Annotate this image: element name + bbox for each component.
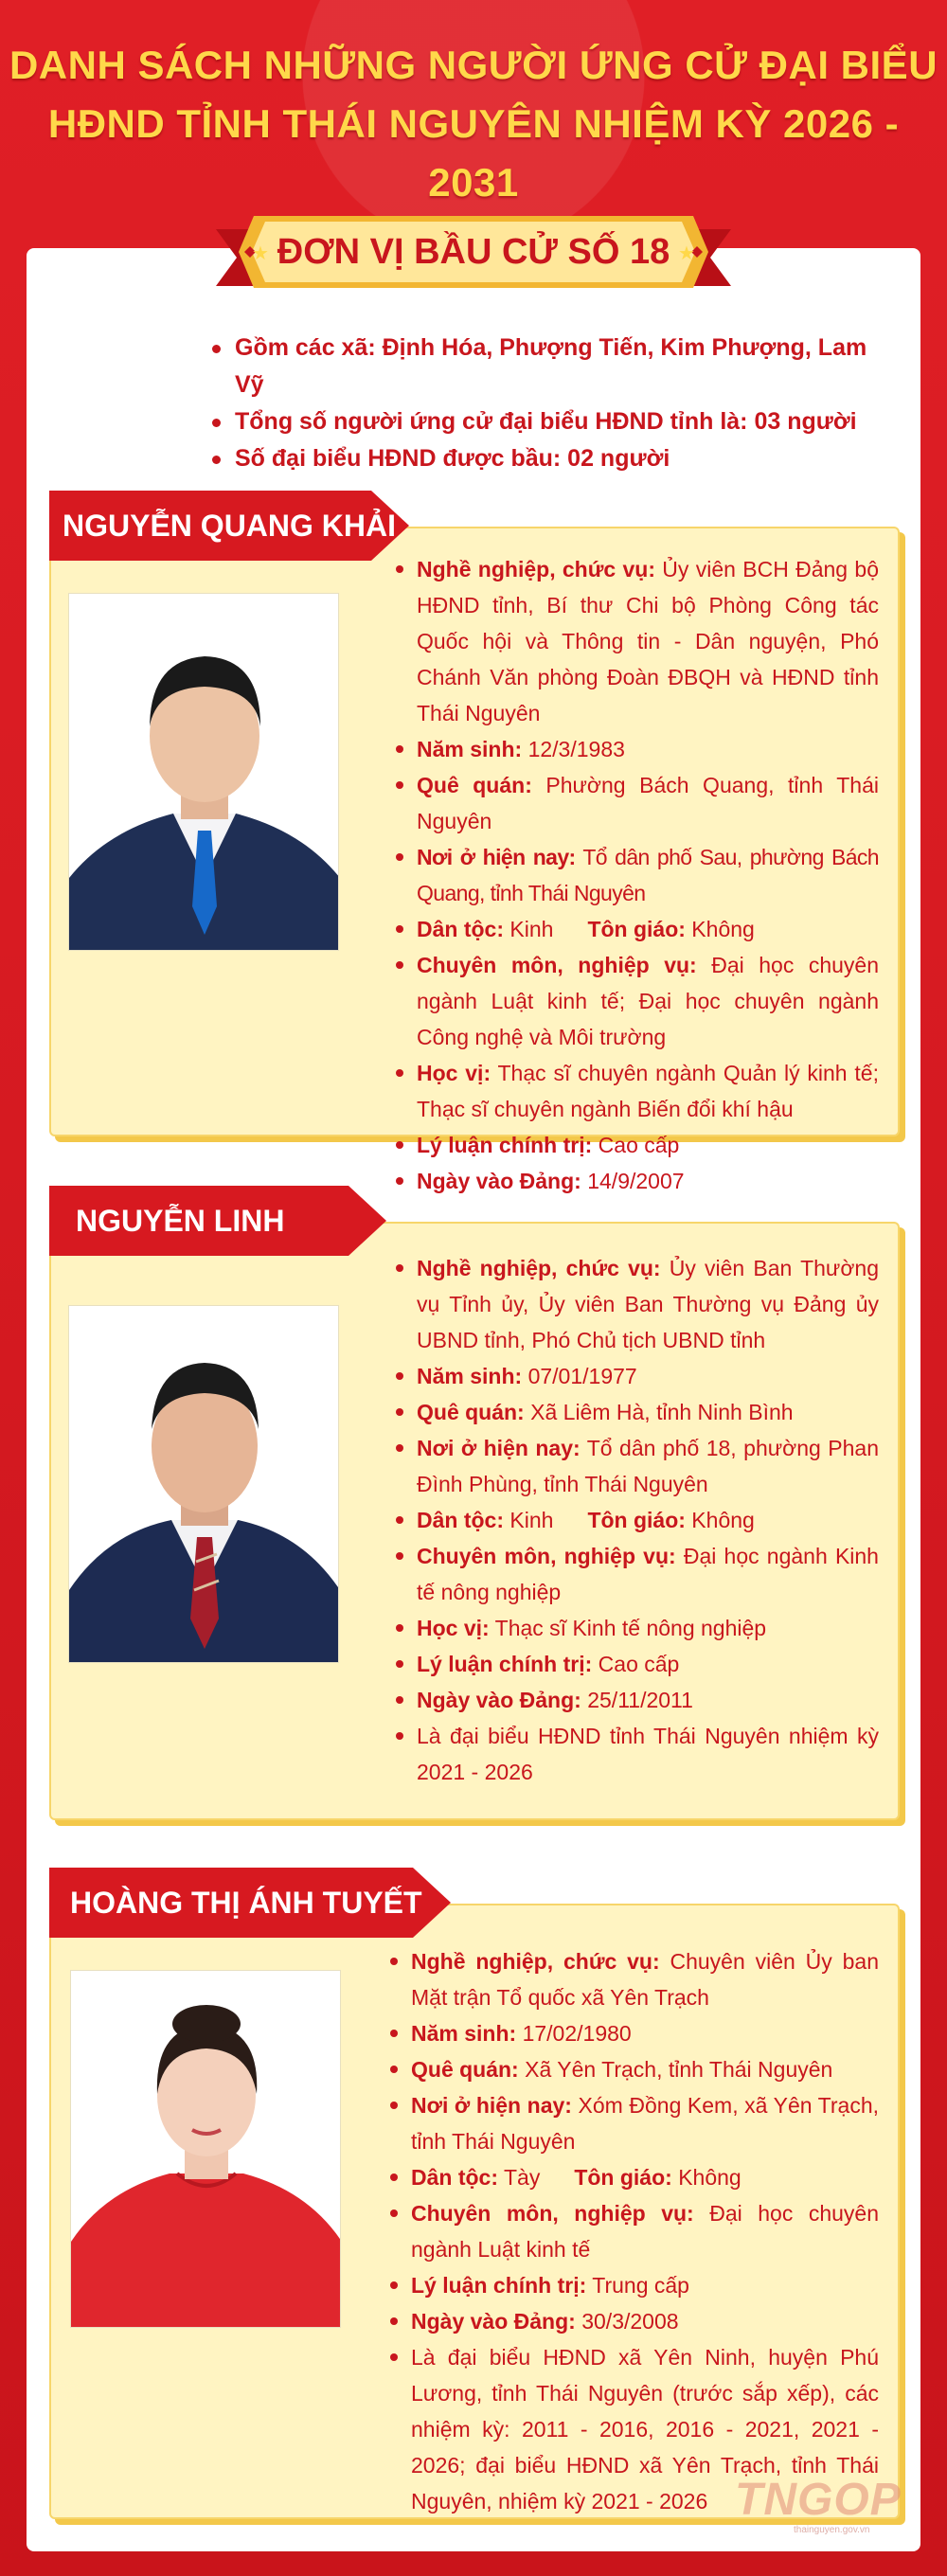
- info-item: [392, 551, 879, 731]
- info-item: [392, 767, 879, 839]
- svg-text:★: ★: [678, 243, 695, 264]
- candidate-name: NGUYỄN QUANG KHẢI: [63, 509, 397, 543]
- info-item: [392, 911, 879, 947]
- info-label: Ngày vào Đảng:: [411, 2309, 576, 2334]
- info-item: [392, 1646, 879, 1682]
- portrait-woman-icon: [71, 1971, 341, 2328]
- info-item: [392, 731, 879, 767]
- info-label: Nghề nghiệp, chức vụ:: [417, 557, 655, 581]
- info-item: [392, 1055, 879, 1127]
- summary-item: Gồm các xã: Định Hóa, Phượng Tiến, Kim Phượng, Lam Vỹ: [210, 330, 873, 403]
- info-value: Tổ dân phố 18, phường Phan Đình Phùng, tỉnh Thái Nguyên: [417, 1436, 879, 1496]
- info-item: [392, 1163, 879, 1199]
- candidate-name: NGUYỄN LINH: [76, 1204, 285, 1238]
- candidate-photo: [70, 1970, 341, 2328]
- watermark-site: thainguyen.gov.vn: [794, 2525, 870, 2535]
- info-value: Đại học chuyên ngành Luật kinh tế: [411, 2201, 879, 2262]
- info-item: [392, 1502, 879, 1538]
- info-label: Tôn giáo:: [587, 1508, 686, 1532]
- candidate-info-list-1: [392, 551, 879, 1199]
- info-label: Nơi ở hiện nay:: [411, 2093, 572, 2118]
- summary-item: Số đại biểu HĐND được bầu: 02 người: [210, 440, 873, 477]
- candidate-name: HOÀNG THỊ ÁNH TUYẾT: [70, 1886, 422, 1920]
- candidate-info-list-3: [386, 1943, 879, 2519]
- watermark-logo: [735, 2474, 902, 2535]
- info-item: [386, 1943, 879, 2015]
- info-value: Trung cấp: [586, 2273, 689, 2298]
- candidate-photo: [68, 1305, 339, 1663]
- info-value: Xóm Đồng Kem, xã Yên Trạch, tỉnh Thái Nguyên: [411, 2093, 880, 2154]
- info-item: [392, 1538, 879, 1610]
- info-label: Quê quán:: [417, 773, 532, 797]
- info-value: Là đại biểu HĐND tỉnh Thái Nguyên nhiệm kỳ 2021 - 2026: [417, 1724, 879, 1784]
- info-item: [392, 1718, 879, 1790]
- unit-banner-text: ĐƠN VỊ BẦU CỬ SỐ 18: [277, 232, 670, 272]
- unit-banner: [216, 210, 731, 294]
- info-label: Tôn giáo:: [574, 2165, 672, 2190]
- summary-list: [210, 330, 873, 477]
- info-value: Cao cấp: [592, 1652, 680, 1676]
- info-value: 12/3/1983: [522, 737, 625, 761]
- info-value: Kinh: [504, 917, 554, 941]
- candidate-name-tag-2: [49, 1186, 386, 1256]
- info-label: Nghề nghiệp, chức vụ:: [417, 1256, 661, 1280]
- info-label: Nghề nghiệp, chức vụ:: [411, 1949, 660, 1974]
- summary-item: Tổng số người ứng cử đại biểu HĐND tỉnh là: 03 người: [210, 403, 873, 440]
- info-label: Năm sinh:: [411, 2021, 517, 2046]
- info-label: Năm sinh:: [417, 1364, 523, 1388]
- candidate-name-tag-3: [49, 1868, 451, 1938]
- info-label: Chuyên môn, nghiệp vụ:: [417, 953, 697, 977]
- info-value: 17/02/1980: [516, 2021, 632, 2046]
- info-item: [392, 839, 879, 911]
- info-value: Không: [685, 917, 755, 941]
- info-label: Học vị:: [417, 1616, 490, 1640]
- header-title: [0, 36, 947, 212]
- info-label: Nơi ở hiện nay:: [417, 1436, 581, 1460]
- info-item: [386, 2159, 879, 2195]
- info-item: [386, 2051, 879, 2087]
- header-title-line1: DANH SÁCH NHỮNG NGƯỜI ỨNG CỬ ĐẠI BIỂU: [9, 43, 938, 87]
- info-value: Là đại biểu HĐND xã Yên Ninh, huyện Phú Lương, tỉnh Thái Nguyên (trước sắp xếp), các nhiệm kỳ: 2011 - 2016, 2016 - 2021, 2021 - 2026; đại biểu HĐND xã Yên Trạch, tỉnh Thái Nguyên, nhiệm kỳ 2021 - 2026: [411, 2345, 879, 2513]
- info-item: [392, 1127, 879, 1163]
- info-value: Thạc sĩ chuyên ngành Quản lý kinh tế; Thạc sĩ chuyên ngành Biến đổi khí hậu: [417, 1061, 879, 1121]
- info-label: Dân tộc:: [411, 2165, 498, 2190]
- info-label: Ngày vào Đảng:: [417, 1169, 581, 1193]
- info-value: Ủy viên Ban Thường vụ Tỉnh ủy, Ủy viên Ban Thường vụ Đảng ủy UBND tỉnh, Phó Chủ tịch UBND tỉnh: [417, 1256, 879, 1352]
- info-value: Phường Bách Quang, tỉnh Thái Nguyên: [417, 773, 879, 833]
- info-label: Dân tộc:: [417, 1508, 504, 1532]
- info-value: 14/9/2007: [581, 1169, 685, 1193]
- info-label: Lý luận chính trị:: [411, 2273, 587, 2298]
- candidate-info-list-2: [392, 1250, 879, 1790]
- info-label: Lý luận chính trị:: [417, 1652, 593, 1676]
- info-item: [386, 2087, 879, 2159]
- info-value: 25/11/2011: [581, 1688, 693, 1712]
- info-label: Học vị:: [417, 1061, 491, 1085]
- info-label: Chuyên môn, nghiệp vụ:: [411, 2201, 694, 2226]
- info-label: Chuyên môn, nghiệp vụ:: [417, 1544, 676, 1568]
- info-label: Tôn giáo:: [587, 917, 686, 941]
- info-label: Quê quán:: [417, 1400, 525, 1424]
- portrait-man-icon: [69, 1306, 339, 1663]
- info-value: Thạc sĩ Kinh tế nông nghiệp: [489, 1616, 767, 1640]
- info-label: Nơi ở hiện nay:: [417, 845, 576, 869]
- info-value: Đại học chuyên ngành Luật kinh tế; Đại học chuyên ngành Công nghệ và Môi trường: [417, 953, 879, 1049]
- info-item: [386, 2015, 879, 2051]
- info-item: [386, 2303, 879, 2339]
- watermark-logo-text: TNGOP: [735, 2475, 902, 2525]
- portrait-man-icon: [69, 594, 339, 951]
- info-item: [392, 1610, 879, 1646]
- info-label: Năm sinh:: [417, 737, 523, 761]
- info-value: 07/01/1977: [522, 1364, 637, 1388]
- info-value: 30/3/2008: [575, 2309, 679, 2334]
- info-value: Kinh: [504, 1508, 554, 1532]
- info-item: [386, 2195, 879, 2267]
- header-title-line2: HĐND TỈNH THÁI NGUYÊN NHIỆM KỲ 2026 - 2031: [47, 101, 900, 205]
- info-item: [392, 1358, 879, 1394]
- info-item: [392, 1394, 879, 1430]
- info-label: Dân tộc:: [417, 917, 504, 941]
- info-item: [392, 1250, 879, 1358]
- info-value: Chuyên viên Ủy ban Mặt trận Tổ quốc xã Yên Trạch: [411, 1949, 879, 2010]
- info-item: [392, 947, 879, 1055]
- info-value: Đại học ngành Kinh tế nông nghiệp: [417, 1544, 879, 1604]
- info-value: Không: [671, 2165, 742, 2190]
- info-item: [392, 1430, 879, 1502]
- info-item: [386, 2267, 879, 2303]
- candidate-photo: [68, 593, 339, 951]
- info-value: Tổ dân phố Sau, phường Bách Quang, tỉnh Thái Nguyên: [417, 845, 879, 905]
- info-label: Quê quán:: [411, 2057, 519, 2082]
- info-value: Ủy viên BCH Đảng bộ HĐND tỉnh, Bí thư Chi bộ Phòng Công tác Quốc hội và Thông tin - Dân nguyện, Phó Chánh Văn phòng Đoàn ĐBQH và HĐND tỉnh Thái Nguyên: [417, 557, 879, 725]
- svg-text:★: ★: [252, 243, 269, 264]
- info-label: Ngày vào Đảng:: [417, 1688, 581, 1712]
- info-value: Không: [685, 1508, 755, 1532]
- info-value: Xã Yên Trạch, tỉnh Thái Nguyên: [518, 2057, 833, 2082]
- info-item: [392, 1682, 879, 1718]
- info-value: Xã Liêm Hà, tỉnh Ninh Bình: [524, 1400, 794, 1424]
- info-value: Cao cấp: [592, 1133, 680, 1157]
- info-label: Lý luận chính trị:: [417, 1133, 593, 1157]
- candidate-name-tag-1: [49, 491, 409, 561]
- info-value: Tày: [498, 2165, 541, 2190]
